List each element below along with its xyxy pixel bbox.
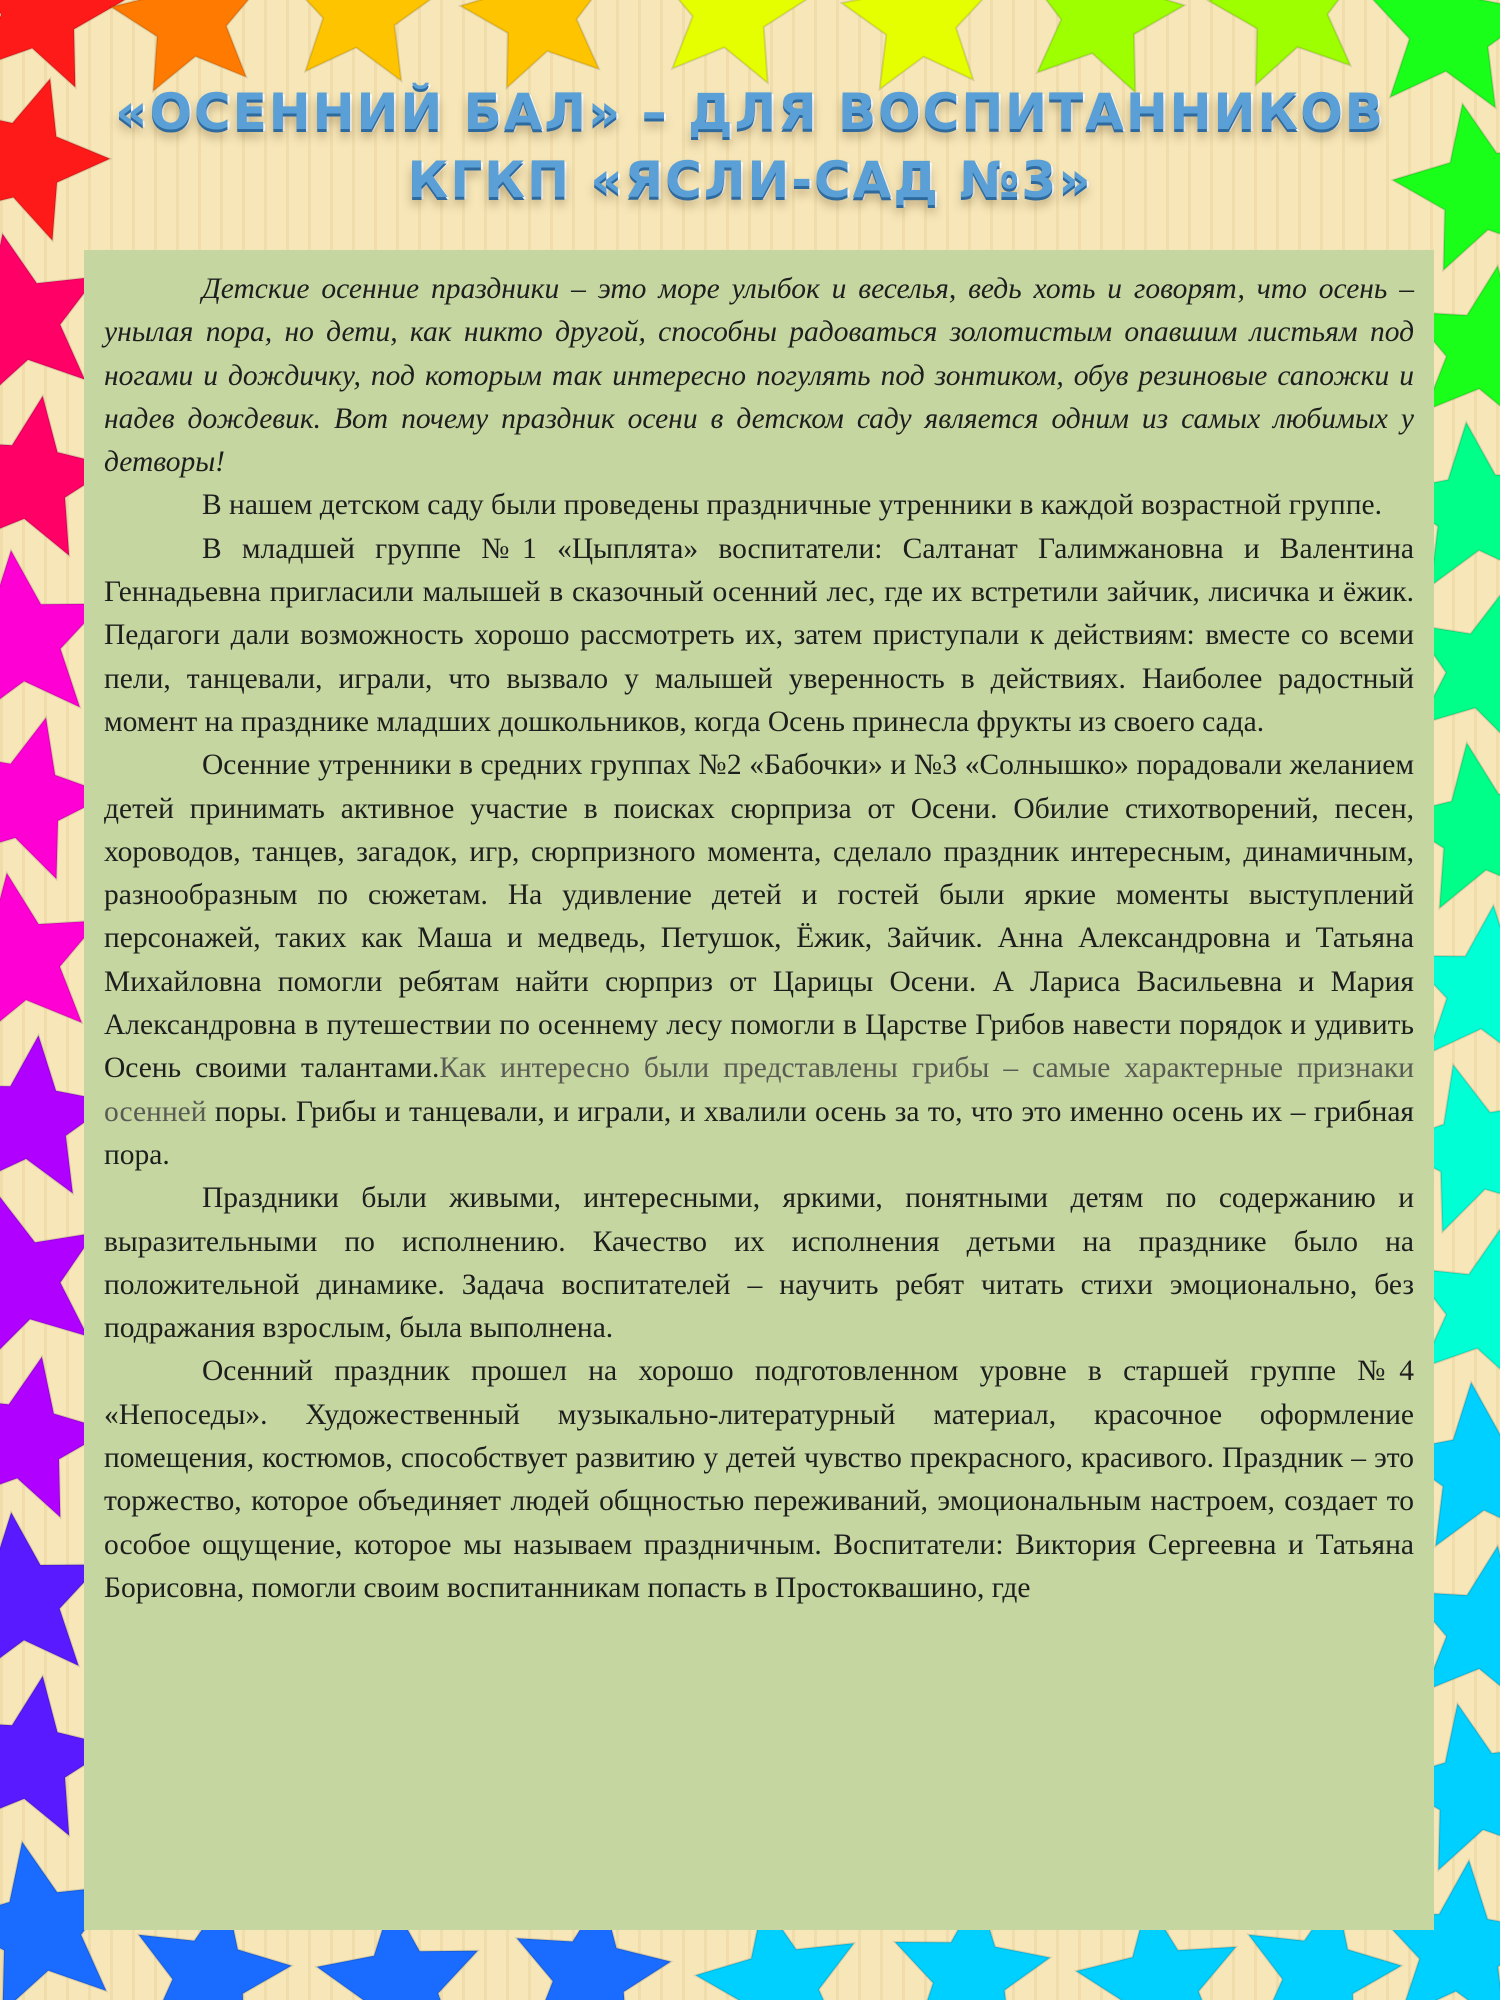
page-title <box>0 78 1500 214</box>
title-line-2: КГКП «ЯСЛИ-САД №3» <box>407 151 1093 209</box>
star-icon-2 <box>285 0 440 81</box>
star-icon-3 <box>461 0 610 88</box>
star-icon-16 <box>0 1195 94 1362</box>
paragraph-middle-groups-part-1: Осенние утренники в средних группах №2 «Бабочки» и №3 «Солнышко» порадовали желанием детей принимать активное участие в поисках сюрприза от Осени. Обилие стихотворений, песен, хороводов, танцев, загадок, игр, сюрпризного момента, сделало праздник интересным, динамичным, разнообразным по сюжетам. На удивление детей и гостей были яркие моменты выступлений персонажей, таких как Маша и медведь, Петушок, Ёжик, Зайчик. Анна Александровна и Татьяна Михайловна помогли ребятам найти сюрприз от Царицы Осени. А Лариса Васильевна и Мария Александровна в путешествии по осеннему лесу помогли в Царстве Грибов навести порядок и удивить Осень своими талантами. <box>104 749 1414 1085</box>
star-icon-10 <box>0 234 97 400</box>
star-icon-0 <box>0 0 124 87</box>
paragraph-summary: Праздники были живыми, интересными, яркими, понятными детям по содержанию и выразительными по исполнению. Качество их исполнения детьми на празднике было на положительной динамике. Задача воспитателей – научить ребят читать стихи эмоционально, без подражания взрослым, была выполнена. <box>104 1182 1414 1345</box>
paragraph-middle-groups-part-2: Как интересно были представлены грибы – самые характерные признаки осенней <box>104 1052 1414 1128</box>
paragraph-groups-intro: В нашем детском саду были проведены праздничные утренники в каждой возрастной группе. <box>202 489 1382 522</box>
star-icon-5 <box>842 0 993 89</box>
paragraph-middle-groups <box>104 744 1414 1177</box>
star-icon-7 <box>1209 0 1362 85</box>
star-icon-4 <box>657 0 811 83</box>
paragraph-senior-group: Осенний праздник прошел на хорошо подготовленном уровне в старшей группе №4 «Непоседы». Художественный музыкально-литературный материал, красочное оформление помещения, костюмов, способствует развитию у детей чувство прекрасного, красивого. Праздник – это торжество, которое объединяет людей общностью переживаний, эмоциональным настроем, создает то особое ощущение, которое мы называем праздничным. Воспитатели: Виктория Сергеевна и Татьяна Борисовна, помогли своим воспитанникам попасть в Простоквашино, где <box>104 1355 1414 1604</box>
paragraph-middle-groups-part-3: поры. Грибы и танцевали, и играли, и хвалили осень за то, что это именно осень их – грибная пора. <box>104 1095 1414 1171</box>
title-line-1: «ОСЕННИЙ БАЛ» – ДЛЯ ВОСПИТАННИКОВ <box>115 83 1385 141</box>
intro-paragraph: Детские осенние праздники – это море улыбок и веселья, ведь хоть и говорят, что осень – унылая пора, но дети, как никто другой, способны радоваться золотистым опавшим листьям под ногами и дождичку, под которым так интересно погулять под зонтиком, обув резиновые сапожки и надев дождевик. Вот почему праздник осени в детском саду является одним из самых любимых у детворы! <box>104 273 1414 479</box>
article-body <box>104 268 1414 1610</box>
paragraph-junior-group: В младшей группе №1 «Цыплята» воспитатели: Салтанат Галимжановна и Валентина Геннадьевна пригласили малышей в сказочный осенний лес, где их встретили зайчик, лисичка и ёжик. Педагоги дали возможность хорошо рассмотреть их, затем приступали к действиям: вместе со всеми пели, танцевали, играли, что вызвало у малышей уверенность в действиях. Наиболее радостный момент на празднике младших дошкольников, когда Осень принесла фрукты из своего сада. <box>104 532 1414 738</box>
